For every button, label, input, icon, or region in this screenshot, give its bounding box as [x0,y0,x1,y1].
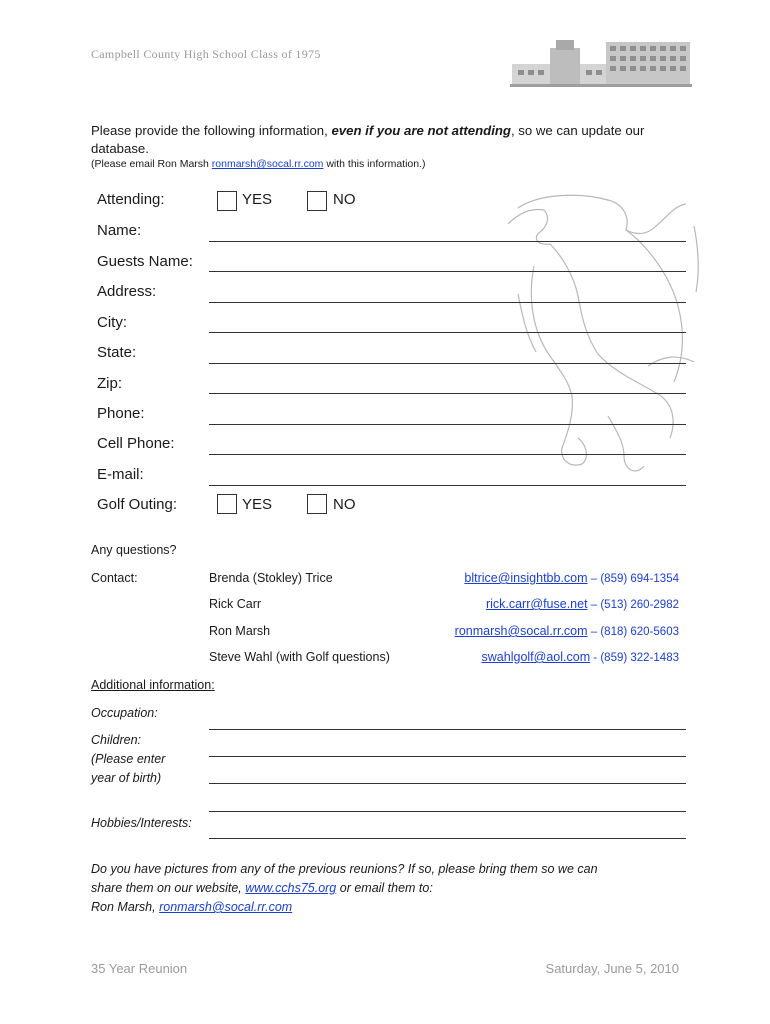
additional-info-heading: Additional information: [91,678,215,692]
note-email-link[interactable]: ronmarsh@socal.rr.com [211,158,324,170]
guests-name-input-line[interactable] [209,271,686,272]
email-input-line[interactable] [209,485,686,486]
intro-text [91,122,691,158]
cell-phone-label: Cell Phone: [97,435,175,452]
contact-name: Brenda (Stokley) Trice [209,571,333,585]
questions-heading: Any questions? [91,543,177,557]
contact-row [486,597,679,611]
contact-email-link[interactable]: swahlgolf@aol.com [481,650,591,664]
header-title: Campbell County High School Class of 1975 [91,47,321,61]
intro-note [91,158,426,170]
children-label [91,731,165,788]
contact-phone: (859) 694-1354 [600,573,679,585]
hobbies-label: Hobbies/Interests: [91,816,192,830]
contact-email-link[interactable]: ronmarsh@socal.rr.com [454,624,588,638]
footer-left: 35 Year Reunion [91,961,188,976]
contact-email-link[interactable]: rick.carr@fuse.net [485,597,588,611]
website-link[interactable]: www.cchs75.org [245,881,337,895]
contact-name: Rick Carr [209,597,262,611]
golf-yes-checkbox[interactable] [217,494,237,514]
address-label: Address: [97,283,157,300]
golf-no-label: NO [333,496,356,513]
contact-phone: (859) 322-1483 [600,652,679,664]
occupation-label: Occupation: [91,706,158,720]
contact-name: Steve Wahl (with Golf questions) [209,650,390,664]
contact-phone: (513) 260-2982 [600,599,679,611]
attending-no-checkbox[interactable] [307,191,327,211]
name-label: Name: [97,222,142,239]
attending-label: Attending: [97,191,165,208]
occupation-input-line[interactable] [209,729,686,730]
golf-yes-label: YES [242,496,273,513]
golf-outing-label: Golf Outing: [97,496,178,513]
intro-part1: Please provide the following information, [91,123,332,138]
attending-yes-checkbox[interactable] [217,191,237,211]
closing-line3 [91,898,691,917]
contact-label: Contact: [91,571,138,585]
closing-line2 [91,879,691,898]
email-label: E-mail: [97,466,144,483]
closing-line2-prefix: share them on our website, [91,881,246,895]
contact-separator: - [590,652,601,664]
footer-right: Saturday, June 5, 2010 [545,961,679,976]
closing-paragraph [91,860,691,917]
contact-name: Ron Marsh [209,624,271,638]
closing-line1: Do you have pictures from any of the previous reunions? If so, please bring them so we can [91,862,598,876]
contact-row [455,624,679,638]
intro-emphasis: even if you are not attending [331,123,511,138]
contact-row [482,650,679,664]
attending-no-label: NO [333,191,356,208]
contact-phone: (818) 620-5603 [600,626,679,638]
closing-email-link[interactable]: ronmarsh@socal.rr.com [159,900,293,914]
intro-part2: , so we can update our database. [91,123,645,156]
zip-label: Zip: [97,375,123,392]
children-label-line3: year of birth) [91,771,162,785]
city-input-line[interactable] [209,332,686,333]
school-building-illustration [510,34,692,90]
closing-line3-prefix: Ron Marsh, [91,900,160,914]
hobbies-input-line[interactable] [209,838,686,839]
children-input-line[interactable] [209,811,686,812]
contact-row [464,571,679,585]
children-label-line1: Children: [91,733,142,747]
state-input-line[interactable] [209,363,686,364]
panther-mascot-illustration [498,186,708,486]
contact-email-link[interactable]: bltrice@insightbb.com [464,571,588,585]
contact-separator: – [587,626,601,638]
guests-name-label: Guests Name: [97,253,193,270]
note-prefix: (Please email Ron Marsh [91,158,212,170]
zip-input-line[interactable] [209,393,686,394]
address-input-line[interactable] [209,302,686,303]
golf-no-checkbox[interactable] [307,494,327,514]
contact-separator: – [587,573,601,585]
phone-input-line[interactable] [209,424,686,425]
contact-separator: – [587,599,601,611]
children-input-line[interactable] [209,756,686,757]
note-suffix: with this information.) [323,158,426,170]
cell-phone-input-line[interactable] [209,454,686,455]
children-label-line2: (Please enter [91,752,166,766]
city-label: City: [97,314,127,331]
children-input-line[interactable] [209,783,686,784]
closing-line2-suffix: or email them to: [336,881,433,895]
phone-label: Phone: [97,405,145,422]
state-label: State: [97,344,137,361]
attending-yes-label: YES [242,191,273,208]
name-input-line[interactable] [209,241,686,242]
